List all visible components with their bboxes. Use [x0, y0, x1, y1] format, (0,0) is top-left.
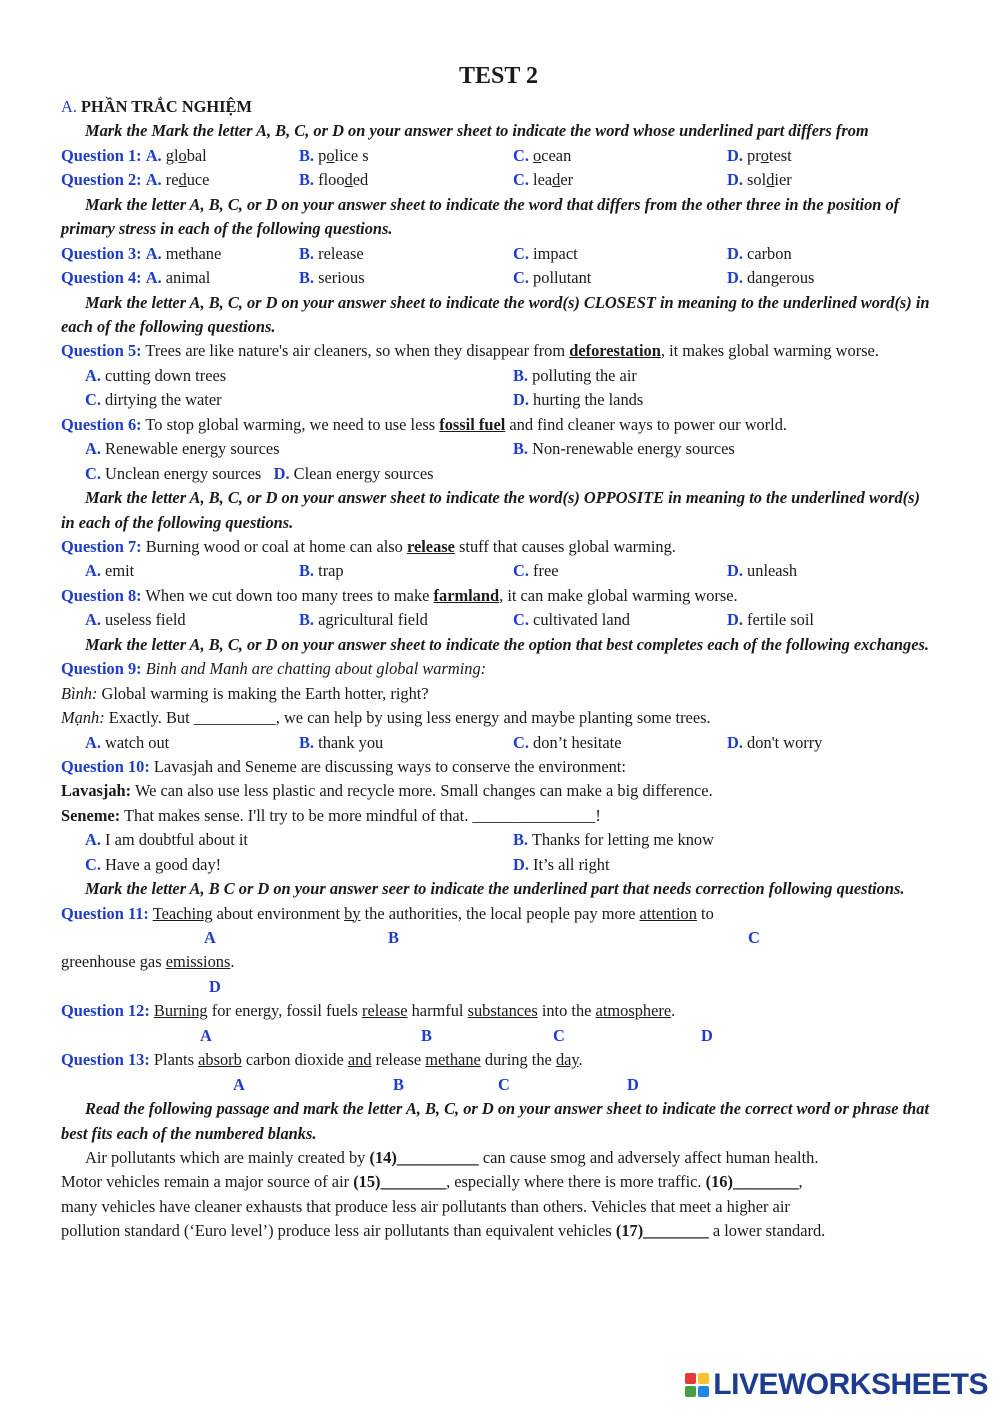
- logo-text: LIVEWORKSHEETS: [713, 1368, 988, 1401]
- option-letter: C.: [513, 145, 529, 165]
- dialogue-text: That makes sense. I'll try to be more mindful of that. _______________!: [123, 805, 601, 825]
- question-8-stem: [61, 584, 936, 608]
- instruction-opposite: Mark the letter A, B, C, or D on your answer sheet to indicate the word(s) OPPOSITE in meaning to the underlined word(s) in each of the following questions.: [61, 488, 920, 532]
- stem-text: carbon dioxide: [245, 1050, 344, 1070]
- question-5-options-ab: [61, 364, 936, 388]
- passage-text: ,: [798, 1172, 803, 1192]
- option-letter: D.: [727, 170, 743, 190]
- option-letter: D.: [727, 243, 743, 263]
- instruction-exchanges: Mark the letter A, B, C, or D on your answer sheet to indicate the option that best completes each of the following exchanges.: [85, 634, 929, 654]
- passage-text: Air pollutants which are mainly created by: [85, 1148, 366, 1167]
- option-a[interactable]: global: [165, 145, 207, 165]
- question-7-options: [61, 559, 936, 583]
- liveworksheets-logo[interactable]: [685, 1368, 988, 1402]
- stem-text: stuff that causes global warming.: [459, 537, 676, 556]
- blank-14[interactable]: (14)__________: [369, 1148, 479, 1167]
- option-c[interactable]: methane: [425, 1050, 481, 1070]
- question-label: Question 12:: [61, 1001, 150, 1021]
- option-c[interactable]: attention: [639, 903, 697, 923]
- option-c[interactable]: don’t hesitate: [533, 732, 622, 752]
- option-c[interactable]: substances: [467, 1001, 538, 1021]
- option-b[interactable]: agricultural field: [318, 610, 428, 630]
- speaker: Bình:: [61, 683, 98, 703]
- option-c[interactable]: pollutant: [533, 268, 592, 288]
- option-b[interactable]: release: [318, 243, 364, 263]
- question-10-line-2: [61, 804, 936, 828]
- option-a[interactable]: reduce: [165, 170, 210, 190]
- option-letter: B.: [299, 561, 315, 581]
- question-6-stem: [61, 413, 936, 437]
- question-13-markers: [61, 1073, 936, 1097]
- option-b[interactable]: thank you: [318, 732, 384, 752]
- stem-text: about environment: [216, 903, 341, 923]
- option-c[interactable]: Have a good day!: [105, 854, 222, 874]
- stem-text: .: [671, 1001, 676, 1021]
- stem-text: release: [375, 1050, 422, 1070]
- question-11-line-2: [61, 950, 936, 974]
- option-b[interactable]: by: [344, 903, 361, 923]
- option-letter: C.: [513, 610, 529, 630]
- marker-a: A: [204, 928, 216, 948]
- option-letter: C.: [513, 243, 529, 263]
- option-letter: C.: [85, 463, 101, 483]
- stem-text: Binh and Manh are chatting about global warming:: [145, 659, 487, 679]
- option-a[interactable]: useless field: [105, 610, 186, 630]
- passage-line-1: [61, 1146, 936, 1170]
- question-11-markers-1: [61, 926, 936, 950]
- option-letter: A.: [85, 365, 101, 385]
- option-a[interactable]: I am doubtful about it: [105, 830, 248, 850]
- passage-text: a lower standard.: [712, 1221, 826, 1241]
- question-5-options-cd: [61, 388, 936, 412]
- marker-b: B: [421, 1025, 432, 1045]
- marker-a: A: [200, 1025, 212, 1045]
- stem-text: .: [578, 1050, 583, 1070]
- stem-text: during the: [484, 1050, 552, 1070]
- marker-b: B: [393, 1074, 404, 1094]
- option-letter: D.: [727, 561, 743, 581]
- question-label: Question 2:: [61, 170, 142, 190]
- option-a[interactable]: Burning: [153, 1001, 208, 1021]
- option-d[interactable]: hurting the lands: [533, 390, 644, 410]
- question-5-stem: [61, 339, 936, 363]
- option-letter: A.: [85, 610, 101, 630]
- option-b[interactable]: serious: [318, 268, 365, 288]
- blank-16[interactable]: (16)________: [705, 1172, 799, 1192]
- option-a[interactable]: cutting down trees: [105, 365, 227, 385]
- marker-c: C: [748, 928, 760, 948]
- question-9-intro: [61, 657, 936, 681]
- option-letter: B.: [299, 732, 315, 752]
- question-12-markers: [61, 1024, 936, 1048]
- option-c[interactable]: cultivated land: [533, 610, 630, 630]
- question-2: [61, 168, 936, 192]
- stem-text: Trees are like nature's air cleaners, so when they disappear from: [145, 341, 566, 361]
- stem-text: harmful: [411, 1001, 464, 1021]
- marker-d: D: [209, 976, 221, 996]
- blank-17[interactable]: (17)________: [615, 1221, 709, 1241]
- question-4: [61, 266, 936, 290]
- option-letter: A.: [145, 243, 162, 263]
- option-b[interactable]: trap: [318, 561, 344, 581]
- instruction-error-correction: Mark the letter A, B C or D on your answer seer to indicate the underlined part that needs correction following questions.: [85, 879, 905, 899]
- passage-line-4: [61, 1219, 936, 1243]
- marker-b: B: [388, 928, 399, 948]
- question-label: Question 1:: [61, 145, 142, 165]
- question-10-line-1: [61, 779, 936, 803]
- question-label: Question 6:: [61, 414, 142, 434]
- question-6-options-ab: [61, 437, 936, 461]
- option-letter: C.: [85, 390, 101, 410]
- question-label: Question 8:: [61, 585, 142, 605]
- marker-d: D: [627, 1074, 639, 1094]
- logo-mark-icon: [685, 1373, 709, 1397]
- stem-text: to: [701, 903, 714, 923]
- question-label: Question 11:: [61, 903, 149, 923]
- marker-c: C: [553, 1025, 565, 1045]
- option-d[interactable]: fertile soil: [747, 610, 814, 630]
- question-6-options-cd: [61, 462, 936, 486]
- option-letter: A.: [85, 830, 101, 850]
- passage-line-3: [61, 1195, 936, 1219]
- dialogue-text: We can also use less plastic and recycle more. Small changes can make a big difference.: [134, 781, 713, 801]
- question-11-markers-2: [61, 975, 936, 999]
- option-a[interactable]: Renewable energy sources: [105, 439, 280, 459]
- option-c[interactable]: free: [533, 561, 559, 581]
- option-letter: D.: [727, 268, 743, 288]
- underlined-word: fossil fuel: [439, 414, 506, 434]
- option-letter: D.: [273, 463, 290, 483]
- option-letter: D.: [513, 854, 529, 874]
- option-a[interactable]: absorb: [198, 1050, 242, 1070]
- question-9-options: [61, 731, 936, 755]
- dialogue-text: Global warming is making the Earth hotter, right?: [101, 683, 429, 703]
- question-8-options: [61, 608, 936, 632]
- option-a[interactable]: Teaching: [152, 903, 213, 923]
- option-letter: C.: [513, 561, 529, 581]
- option-d[interactable]: emissions: [165, 952, 231, 972]
- stem-text: Plants: [153, 1050, 194, 1070]
- stem-text: into the: [541, 1001, 592, 1021]
- option-c[interactable]: impact: [533, 243, 578, 263]
- section-heading: [61, 95, 936, 119]
- question-label: Question 10:: [61, 756, 150, 776]
- option-c[interactable]: leader: [533, 170, 574, 190]
- question-12-line: [61, 999, 936, 1023]
- option-letter: A.: [145, 268, 162, 288]
- question-label: Question 13:: [61, 1050, 150, 1070]
- option-c[interactable]: Unclean energy sources: [105, 463, 262, 483]
- passage-text: , especially where there is more traffic.: [446, 1172, 702, 1192]
- stem-text: for energy, fossil fuels: [211, 1001, 358, 1021]
- section-name: PHẦN TRẮC NGHIỆM: [81, 97, 252, 116]
- page-title: TEST 2: [459, 63, 538, 89]
- stem-text: To stop global warming, we need to use less: [145, 414, 436, 434]
- speaker: Seneme:: [61, 805, 121, 825]
- stem-text: greenhouse gas: [61, 952, 162, 972]
- option-letter: B.: [299, 268, 315, 288]
- option-letter: D.: [727, 610, 743, 630]
- option-letter: A.: [145, 145, 162, 165]
- option-b[interactable]: Thanks for letting me know: [531, 830, 714, 850]
- option-d[interactable]: It’s all right: [533, 854, 610, 874]
- option-letter: B.: [513, 830, 529, 850]
- speaker: Lavasjah:: [61, 781, 132, 801]
- option-d[interactable]: dangerous: [747, 268, 815, 288]
- stem-text: Burning wood or coal at home can also: [145, 537, 403, 556]
- option-d[interactable]: don't worry: [747, 732, 823, 752]
- option-letter: D.: [513, 390, 529, 410]
- passage-text: can cause smog and adversely affect human health.: [482, 1148, 819, 1167]
- marker-d: D: [701, 1025, 713, 1045]
- option-letter: B.: [299, 145, 315, 165]
- option-letter: B.: [513, 365, 529, 385]
- section-letter: A.: [61, 97, 77, 116]
- option-d[interactable]: day: [555, 1050, 579, 1070]
- option-d[interactable]: Clean energy sources: [293, 463, 434, 483]
- stem-text: , it can make global warming worse.: [499, 585, 738, 605]
- underlined-word: release: [407, 537, 455, 556]
- option-a[interactable]: animal: [165, 268, 211, 288]
- option-letter: A.: [85, 439, 101, 459]
- option-letter: B.: [513, 439, 529, 459]
- passage-text: Motor vehicles remain a major source of air: [61, 1172, 350, 1192]
- question-label: Question 5:: [61, 341, 142, 361]
- option-d[interactable]: carbon: [747, 243, 792, 263]
- stem-text: the authorities, the local people pay more: [364, 903, 636, 923]
- option-letter: B.: [299, 243, 315, 263]
- option-letter: C.: [513, 268, 529, 288]
- question-label: Question 4:: [61, 268, 142, 288]
- instruction-stress: Mark the letter A, B, C, or D on your answer sheet to indicate the word that differs from the other three in the position of primary stress in each of the following questions.: [61, 194, 900, 239]
- option-b[interactable]: police s: [318, 145, 369, 165]
- passage-text: pollution standard (‘Euro level’) produce less air pollutants than equivalent vehicles: [61, 1221, 612, 1241]
- option-d[interactable]: soldier: [747, 170, 792, 190]
- passage-line-2: [61, 1170, 936, 1194]
- option-letter: A.: [145, 170, 162, 190]
- option-b[interactable]: polluting the air: [532, 365, 637, 385]
- option-a[interactable]: watch out: [105, 732, 170, 752]
- question-7-stem: [61, 535, 936, 559]
- dialogue-text: Exactly. But __________, we can help by using less energy and maybe planting some trees.: [104, 708, 711, 728]
- worksheet-page: [61, 58, 936, 1244]
- option-letter: A.: [85, 732, 101, 752]
- question-10-intro: [61, 755, 936, 779]
- question-label: Question 3:: [61, 243, 142, 263]
- marker-a: A: [233, 1074, 245, 1094]
- option-b[interactable]: Non-renewable energy sources: [532, 439, 735, 459]
- option-letter: A.: [85, 561, 101, 581]
- question-10-options-cd: [61, 853, 936, 877]
- option-d[interactable]: atmosphere: [595, 1001, 672, 1021]
- instruction-pronunciation: Mark the Mark the letter A, B, C, or D on your answer sheet to indicate the word whose underlined part differs from: [85, 121, 869, 141]
- blank-15[interactable]: (15)________: [353, 1172, 447, 1192]
- option-letter: D.: [727, 732, 743, 752]
- underlined-word: farmland: [433, 585, 500, 605]
- option-b[interactable]: and: [347, 1050, 372, 1070]
- option-d[interactable]: protest: [747, 145, 792, 165]
- question-label: Question 9:: [61, 659, 142, 679]
- question-label: Question 7:: [61, 537, 142, 556]
- option-letter: C.: [85, 854, 101, 874]
- question-3: [61, 242, 936, 266]
- option-letter: C.: [513, 170, 529, 190]
- option-a[interactable]: emit: [105, 561, 135, 581]
- option-letter: B.: [299, 170, 315, 190]
- instruction-passage: Read the following passage and mark the letter A, B, C, or D on your answer sheet to indicate the correct word or phrase that best fits each of the numbered blanks.: [61, 1099, 930, 1143]
- option-d[interactable]: unleash: [747, 561, 798, 581]
- stem-text: .: [230, 952, 235, 972]
- marker-c: C: [498, 1074, 510, 1094]
- option-letter: B.: [299, 610, 315, 630]
- option-a[interactable]: methane: [165, 243, 222, 263]
- option-letter: D.: [727, 145, 743, 165]
- option-c[interactable]: dirtying the water: [105, 390, 222, 410]
- question-1: [61, 144, 936, 168]
- passage-text: many vehicles have cleaner exhausts that produce less air pollutants than others. Vehicles that meet a higher air: [61, 1196, 790, 1216]
- stem-text: Lavasjah and Seneme are discussing ways to conserve the environment:: [153, 756, 626, 776]
- underlined-word: deforestation: [569, 341, 661, 361]
- option-b[interactable]: flooded: [318, 170, 369, 190]
- option-c[interactable]: ocean: [533, 145, 572, 165]
- instruction-closest: Mark the letter A, B, C, or D on your answer sheet to indicate the word(s) CLOSEST in meaning to the underlined word(s) in each of the following questions.: [61, 292, 930, 336]
- option-letter: C.: [513, 732, 529, 752]
- stem-text: When we cut down too many trees to make: [145, 585, 430, 605]
- stem-text: , it makes global warming worse.: [660, 341, 879, 361]
- option-b[interactable]: release: [361, 1001, 408, 1021]
- question-10-options-ab: [61, 828, 936, 852]
- question-11-line-1: [61, 902, 936, 926]
- question-9-line-2: [61, 706, 936, 730]
- question-9-line-1: [61, 682, 936, 706]
- stem-text: and find cleaner ways to power our world.: [509, 414, 788, 434]
- question-13-line: [61, 1048, 936, 1072]
- speaker: Mạnh:: [61, 708, 105, 728]
